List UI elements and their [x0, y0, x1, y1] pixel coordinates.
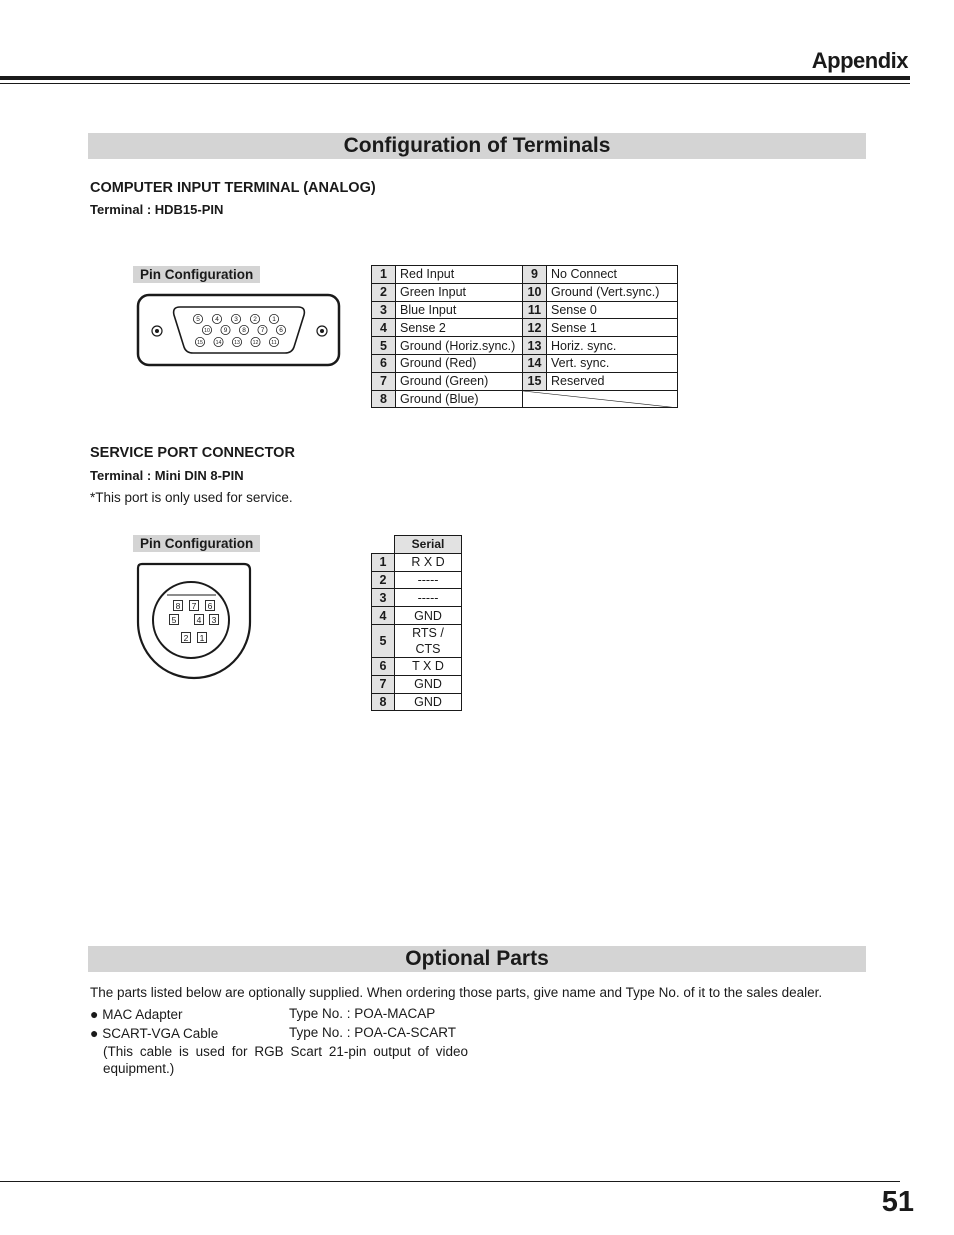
pin-signal: RTS / CTS — [395, 624, 462, 657]
table-row — [372, 283, 678, 301]
pin-number: 2 — [372, 571, 395, 589]
pin-label: 10 — [204, 328, 210, 335]
pin-label: 5 — [196, 316, 200, 324]
config-banner: Configuration of Terminals — [88, 133, 866, 159]
pin-label: 15 — [197, 340, 203, 347]
pin-label: 2 — [183, 633, 189, 643]
table-row — [372, 571, 462, 589]
pin-number: 8 — [372, 390, 396, 408]
pin-label: 1 — [272, 316, 276, 324]
pin-label: 2 — [253, 316, 257, 324]
pin-number: 2 — [372, 283, 396, 301]
pin-number: 4 — [372, 607, 395, 625]
pin-label: 5 — [171, 615, 177, 625]
pin-number: 7 — [372, 675, 395, 693]
pin-number: 15 — [523, 372, 547, 390]
pin-signal: No Connect — [547, 266, 678, 284]
pin-label: 3 — [211, 615, 217, 625]
empty-cell — [523, 390, 678, 408]
pin-label: 8 — [175, 601, 181, 611]
table-row — [372, 337, 678, 355]
pin-signal: Ground (Green) — [396, 372, 523, 390]
optional-banner: Optional Parts — [88, 946, 866, 972]
cable-note-line1: (This cable is used for RGB Scart 21-pin output of video — [103, 1044, 468, 1059]
pin-config-label-vga: Pin Configuration — [133, 266, 260, 283]
pin-signal: Green Input — [396, 283, 523, 301]
pin-number: 8 — [372, 693, 395, 711]
pin-label: 9 — [223, 327, 228, 335]
part-type: Type No. : POA-MACAP — [289, 1006, 436, 1021]
pin-signal: ----- — [395, 571, 462, 589]
part-type: Type No. : POA-CA-SCART — [289, 1025, 457, 1040]
header-rule — [0, 76, 910, 80]
table-row — [372, 589, 462, 607]
table-row — [372, 266, 678, 284]
pin-signal: Sense 1 — [547, 319, 678, 337]
table-row — [372, 657, 462, 675]
pin-config-label-din: Pin Configuration — [133, 535, 260, 552]
header-rule-thin — [0, 83, 910, 84]
pin-number: 3 — [372, 301, 396, 319]
pin-signal: Ground (Blue) — [396, 390, 523, 408]
table-row — [372, 624, 462, 657]
pin-label: 6 — [279, 327, 283, 335]
pin-signal: Reserved — [547, 372, 678, 390]
optional-intro: The parts listed below are optionally supplied. When ordering those parts, give name and Type No. of it to the sales dealer. — [90, 985, 823, 1000]
list-item — [90, 1025, 218, 1041]
table-row — [372, 693, 462, 711]
list-item — [90, 1006, 183, 1022]
hdb15-connector-icon — [136, 292, 342, 370]
table-row — [372, 372, 678, 390]
cable-note-line2: equipment.) — [103, 1061, 175, 1076]
diagonal-line — [523, 391, 677, 408]
table-row — [372, 675, 462, 693]
pin-label: 6 — [207, 601, 213, 611]
table-row — [372, 301, 678, 319]
pin-label: 7 — [260, 327, 265, 335]
pin-number: 13 — [523, 337, 547, 355]
footer-rule — [0, 1181, 900, 1182]
table-row — [372, 319, 678, 337]
table-row — [372, 390, 678, 408]
pin-signal: Ground (Red) — [396, 354, 523, 372]
pin-number: 11 — [523, 301, 547, 319]
pin-number: 1 — [372, 266, 396, 284]
pin-number: 5 — [372, 624, 395, 657]
table-row — [372, 607, 462, 625]
pin-number: 12 — [523, 319, 547, 337]
pin-signal: Ground (Horiz.sync.) — [396, 337, 523, 355]
pin-label: 8 — [242, 327, 246, 335]
pin-signal: Blue Input — [396, 301, 523, 319]
pin-number: 14 — [523, 354, 547, 372]
computer-terminal: Terminal : HDB15-PIN — [90, 202, 224, 217]
pin-signal: Vert. sync. — [547, 354, 678, 372]
part-name: SCART-VGA Cable — [102, 1026, 219, 1041]
service-note: *This port is only used for service. — [90, 490, 293, 505]
mini-din-connector-icon — [134, 562, 254, 680]
computer-heading: COMPUTER INPUT TERMINAL (ANALOG) — [90, 180, 376, 196]
serial-pin-table — [371, 535, 462, 711]
pin-number: 5 — [372, 337, 396, 355]
vga-pin-table — [371, 265, 678, 408]
pin-number: 4 — [372, 319, 396, 337]
bullet-icon: ● — [90, 1025, 99, 1041]
table-row — [372, 553, 462, 571]
page-number: 51 — [881, 1186, 914, 1218]
pin-signal: GND — [395, 693, 462, 711]
pin-label: 12 — [252, 340, 259, 347]
pin-number: 1 — [372, 553, 395, 571]
pin-label: 1 — [199, 633, 205, 643]
pin-signal: T X D — [395, 657, 462, 675]
service-heading: SERVICE PORT CONNECTOR — [90, 445, 295, 461]
pin-label: 3 — [234, 316, 238, 324]
part-name: MAC Adapter — [102, 1007, 183, 1022]
pin-signal: Horiz. sync. — [547, 337, 678, 355]
pin-signal: ----- — [395, 589, 462, 607]
pin-number: 6 — [372, 354, 396, 372]
pin-signal: GND — [395, 607, 462, 625]
pin-number: 9 — [523, 266, 547, 284]
pin-number: 3 — [372, 589, 395, 607]
pin-signal: R X D — [395, 553, 462, 571]
pin-signal: Sense 0 — [547, 301, 678, 319]
pin-label: 14 — [215, 340, 222, 347]
pin-signal: Red Input — [396, 266, 523, 284]
pin-number: 10 — [523, 283, 547, 301]
pin-label: 4 — [215, 316, 219, 324]
table-row — [372, 354, 678, 372]
service-terminal: Terminal : Mini DIN 8-PIN — [90, 468, 244, 483]
pin-label: 11 — [271, 340, 277, 347]
pin-label: 7 — [191, 601, 197, 611]
pin-label: 13 — [234, 340, 240, 347]
section-title: Appendix — [811, 48, 908, 73]
pin-signal: Ground (Vert.sync.) — [547, 283, 678, 301]
pin-label: 4 — [196, 615, 202, 625]
pin-number: 7 — [372, 372, 396, 390]
pin-number: 6 — [372, 657, 395, 675]
serial-column-header: Serial — [395, 536, 462, 554]
pin-signal: GND — [395, 675, 462, 693]
bullet-icon: ● — [90, 1006, 99, 1022]
pin-signal: Sense 2 — [396, 319, 523, 337]
